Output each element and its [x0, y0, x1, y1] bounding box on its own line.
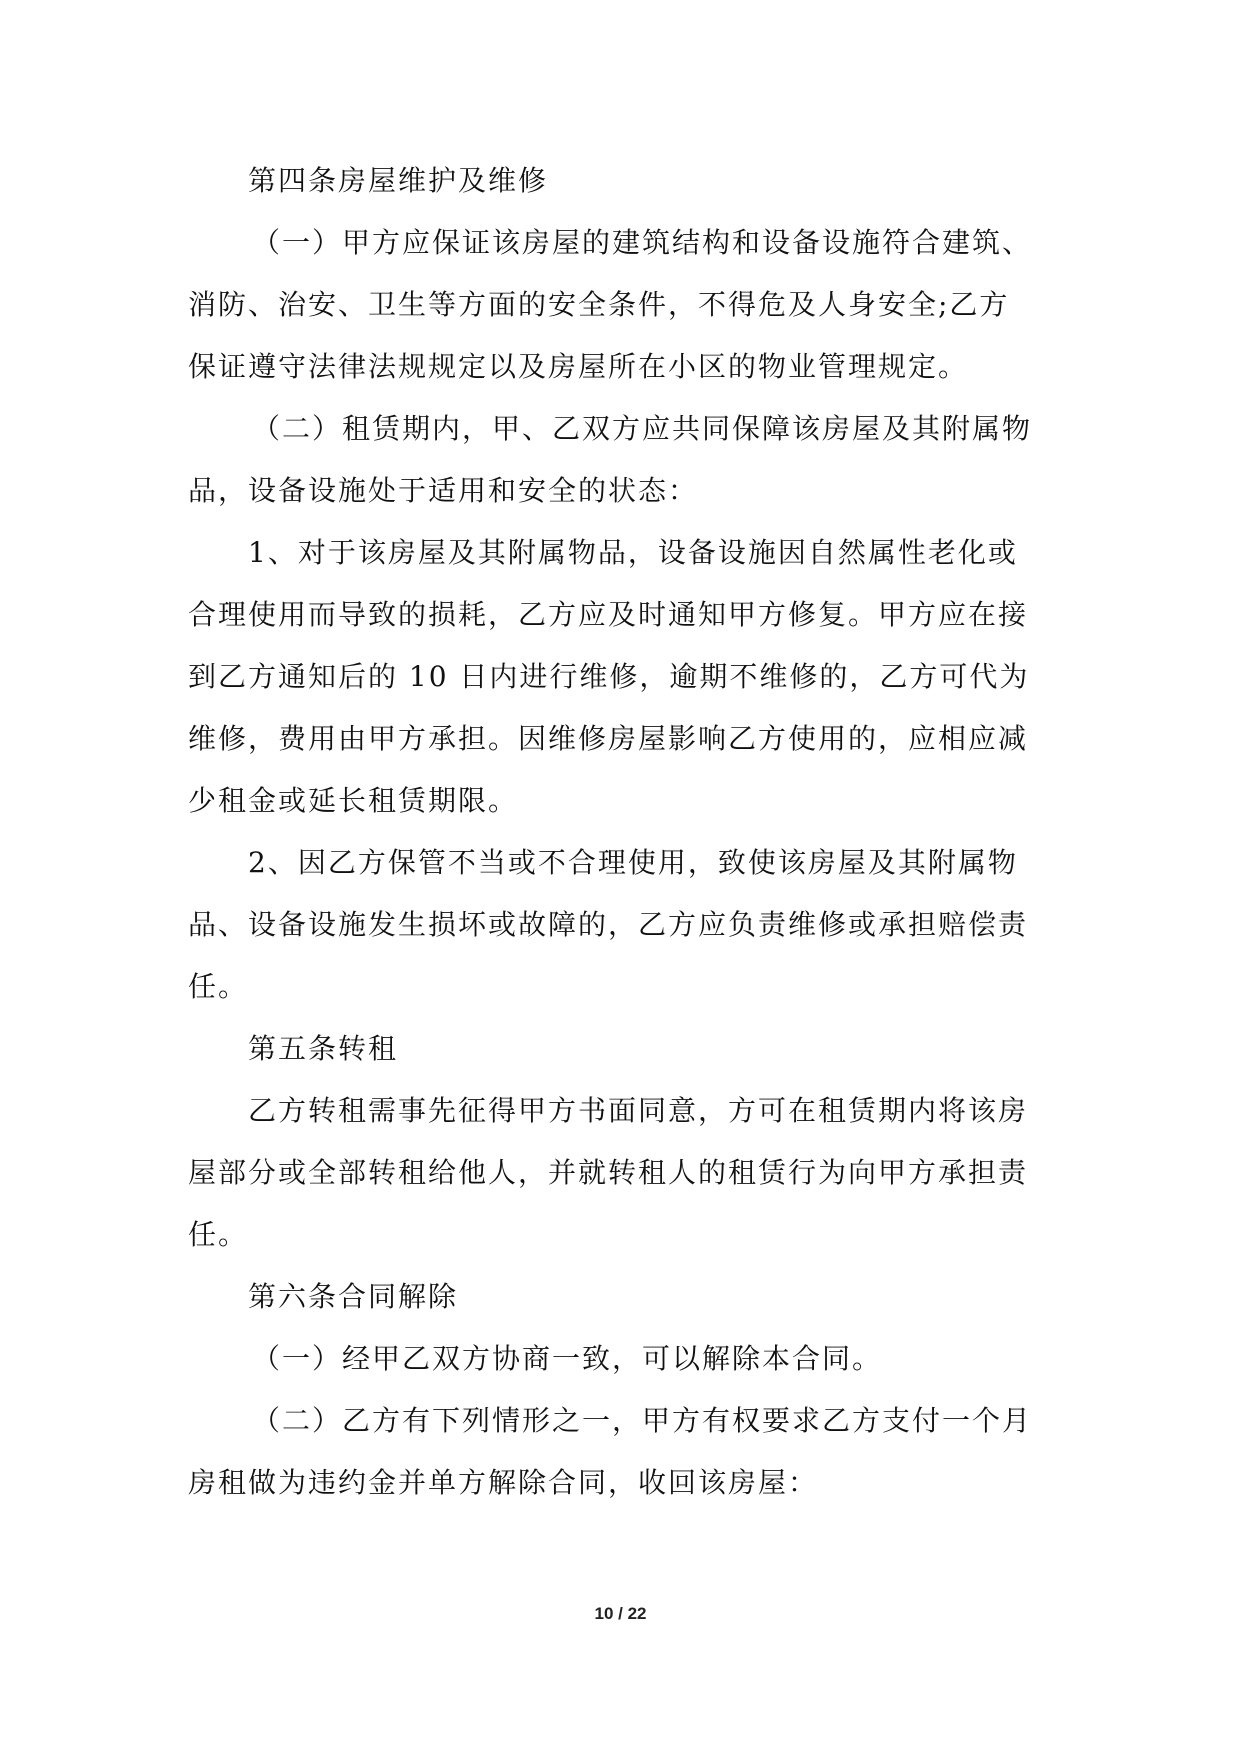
paragraph-line: 保证遵守法律法规规定以及房屋所在小区的物业管理规定。: [188, 350, 969, 383]
paragraph-line: 维修，费用由甲方承担。因维修房屋影响乙方使用的，应相应减: [188, 722, 1029, 755]
paragraph-line: 乙方转租需事先征得甲方书面同意，方可在租赁期内将该房: [248, 1094, 1029, 1127]
document-body: [188, 150, 1056, 1514]
paragraph-line: 2、因乙方保管不当或不合理使用，致使该房屋及其附属物: [248, 846, 1018, 879]
paragraph-line: （一）甲方应保证该房屋的建筑结构和设备设施符合建筑、: [252, 226, 1033, 259]
section-heading-6: 第六条合同解除: [248, 1280, 459, 1313]
paragraph-line: 屋部分或全部转租给他人，并就转租人的租赁行为向甲方承担责: [188, 1156, 1029, 1189]
section-heading-5: 第五条转租: [248, 1032, 399, 1065]
paragraph-line: 任。: [188, 970, 249, 1003]
paragraph-line: 少租金或延长租赁期限。: [188, 784, 519, 817]
paragraph-line: 到乙方通知后的 10 日内进行维修，逾期不维修的，乙方可代为: [188, 660, 1030, 693]
paragraph-line: 任。: [188, 1218, 249, 1251]
page-number: 10 / 22: [594, 1604, 647, 1623]
paragraph-line: （二）乙方有下列情形之一，甲方有权要求乙方支付一个月: [252, 1404, 1033, 1437]
paragraph-line: 1、对于该房屋及其附属物品，设备设施因自然属性老化或: [248, 536, 1018, 569]
paragraph-line: （一）经甲乙双方协商一致，可以解除本合同。: [252, 1342, 883, 1375]
section-heading-4: 第四条房屋维护及维修: [248, 164, 549, 197]
paragraph-line: 合理使用而导致的损耗，乙方应及时通知甲方修复。甲方应在接: [188, 598, 1029, 631]
paragraph-line: 品、设备设施发生损坏或故障的，乙方应负责维修或承担赔偿责: [188, 908, 1029, 941]
paragraph-line: 消防、治安、卫生等方面的安全条件，不得危及人身安全;乙方: [188, 288, 1010, 321]
paragraph-line: 品，设备设施处于适用和安全的状态：: [188, 474, 699, 507]
paragraph-line: 房租做为违约金并单方解除合同，收回该房屋：: [188, 1466, 819, 1499]
paragraph-line: （二）租赁期内，甲、乙双方应共同保障该房屋及其附属物: [252, 412, 1033, 445]
